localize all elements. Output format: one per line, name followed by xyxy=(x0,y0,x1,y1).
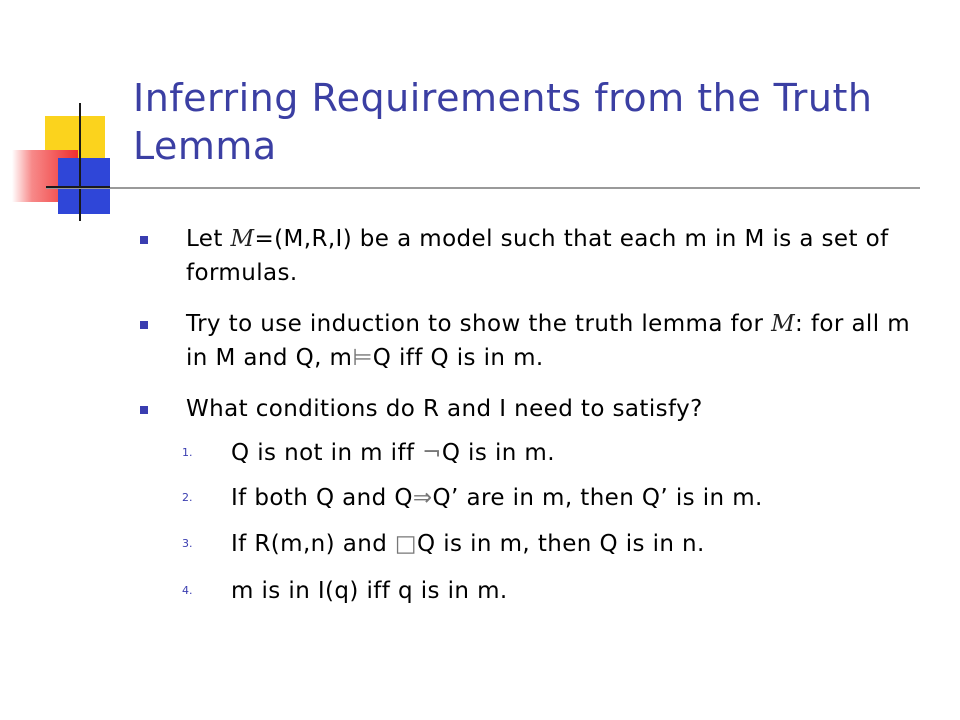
condition-text: Q is not in m iff ¬Q is in m. xyxy=(231,440,555,466)
condition-text: If R(m,n) and □Q is in m, then Q is in n. xyxy=(231,531,705,557)
model-symbol: M xyxy=(230,226,255,252)
condition-number: 1. xyxy=(182,446,193,459)
bullet-marker xyxy=(140,406,148,414)
condition-text: m is in I(q) iff q is in m. xyxy=(231,578,508,604)
logo-horizontal-line xyxy=(46,186,110,188)
condition-number: 2. xyxy=(182,491,193,504)
model-symbol: M xyxy=(771,311,796,337)
slide-title: Inferring Requirements from the Truth Lemma xyxy=(133,76,873,168)
bullet-marker xyxy=(140,321,148,329)
bullet-marker xyxy=(140,236,148,244)
condition-number: 4. xyxy=(182,584,193,597)
title-divider xyxy=(46,187,920,189)
box-symbol: □ xyxy=(394,531,418,557)
entails-symbol: ⊨ xyxy=(352,345,373,371)
implies-symbol: ⇒ xyxy=(412,485,433,511)
negation-symbol: ¬ xyxy=(422,440,442,466)
condition-number: 3. xyxy=(182,537,193,550)
bullet-text: Let M=(M,R,I) be a model such that each m in M is a set of formulas. xyxy=(186,226,889,286)
bullet-text: What conditions do R and I need to satisfy? xyxy=(186,396,703,422)
logo-vertical-line xyxy=(79,103,81,221)
bullet-text: Try to use induction to show the truth lemma for M: for all m in M and Q, m⊨Q iff Q is in m. xyxy=(186,311,911,371)
condition-text: If both Q and Q⇒Q’ are in m, then Q’ is in m. xyxy=(231,485,763,511)
